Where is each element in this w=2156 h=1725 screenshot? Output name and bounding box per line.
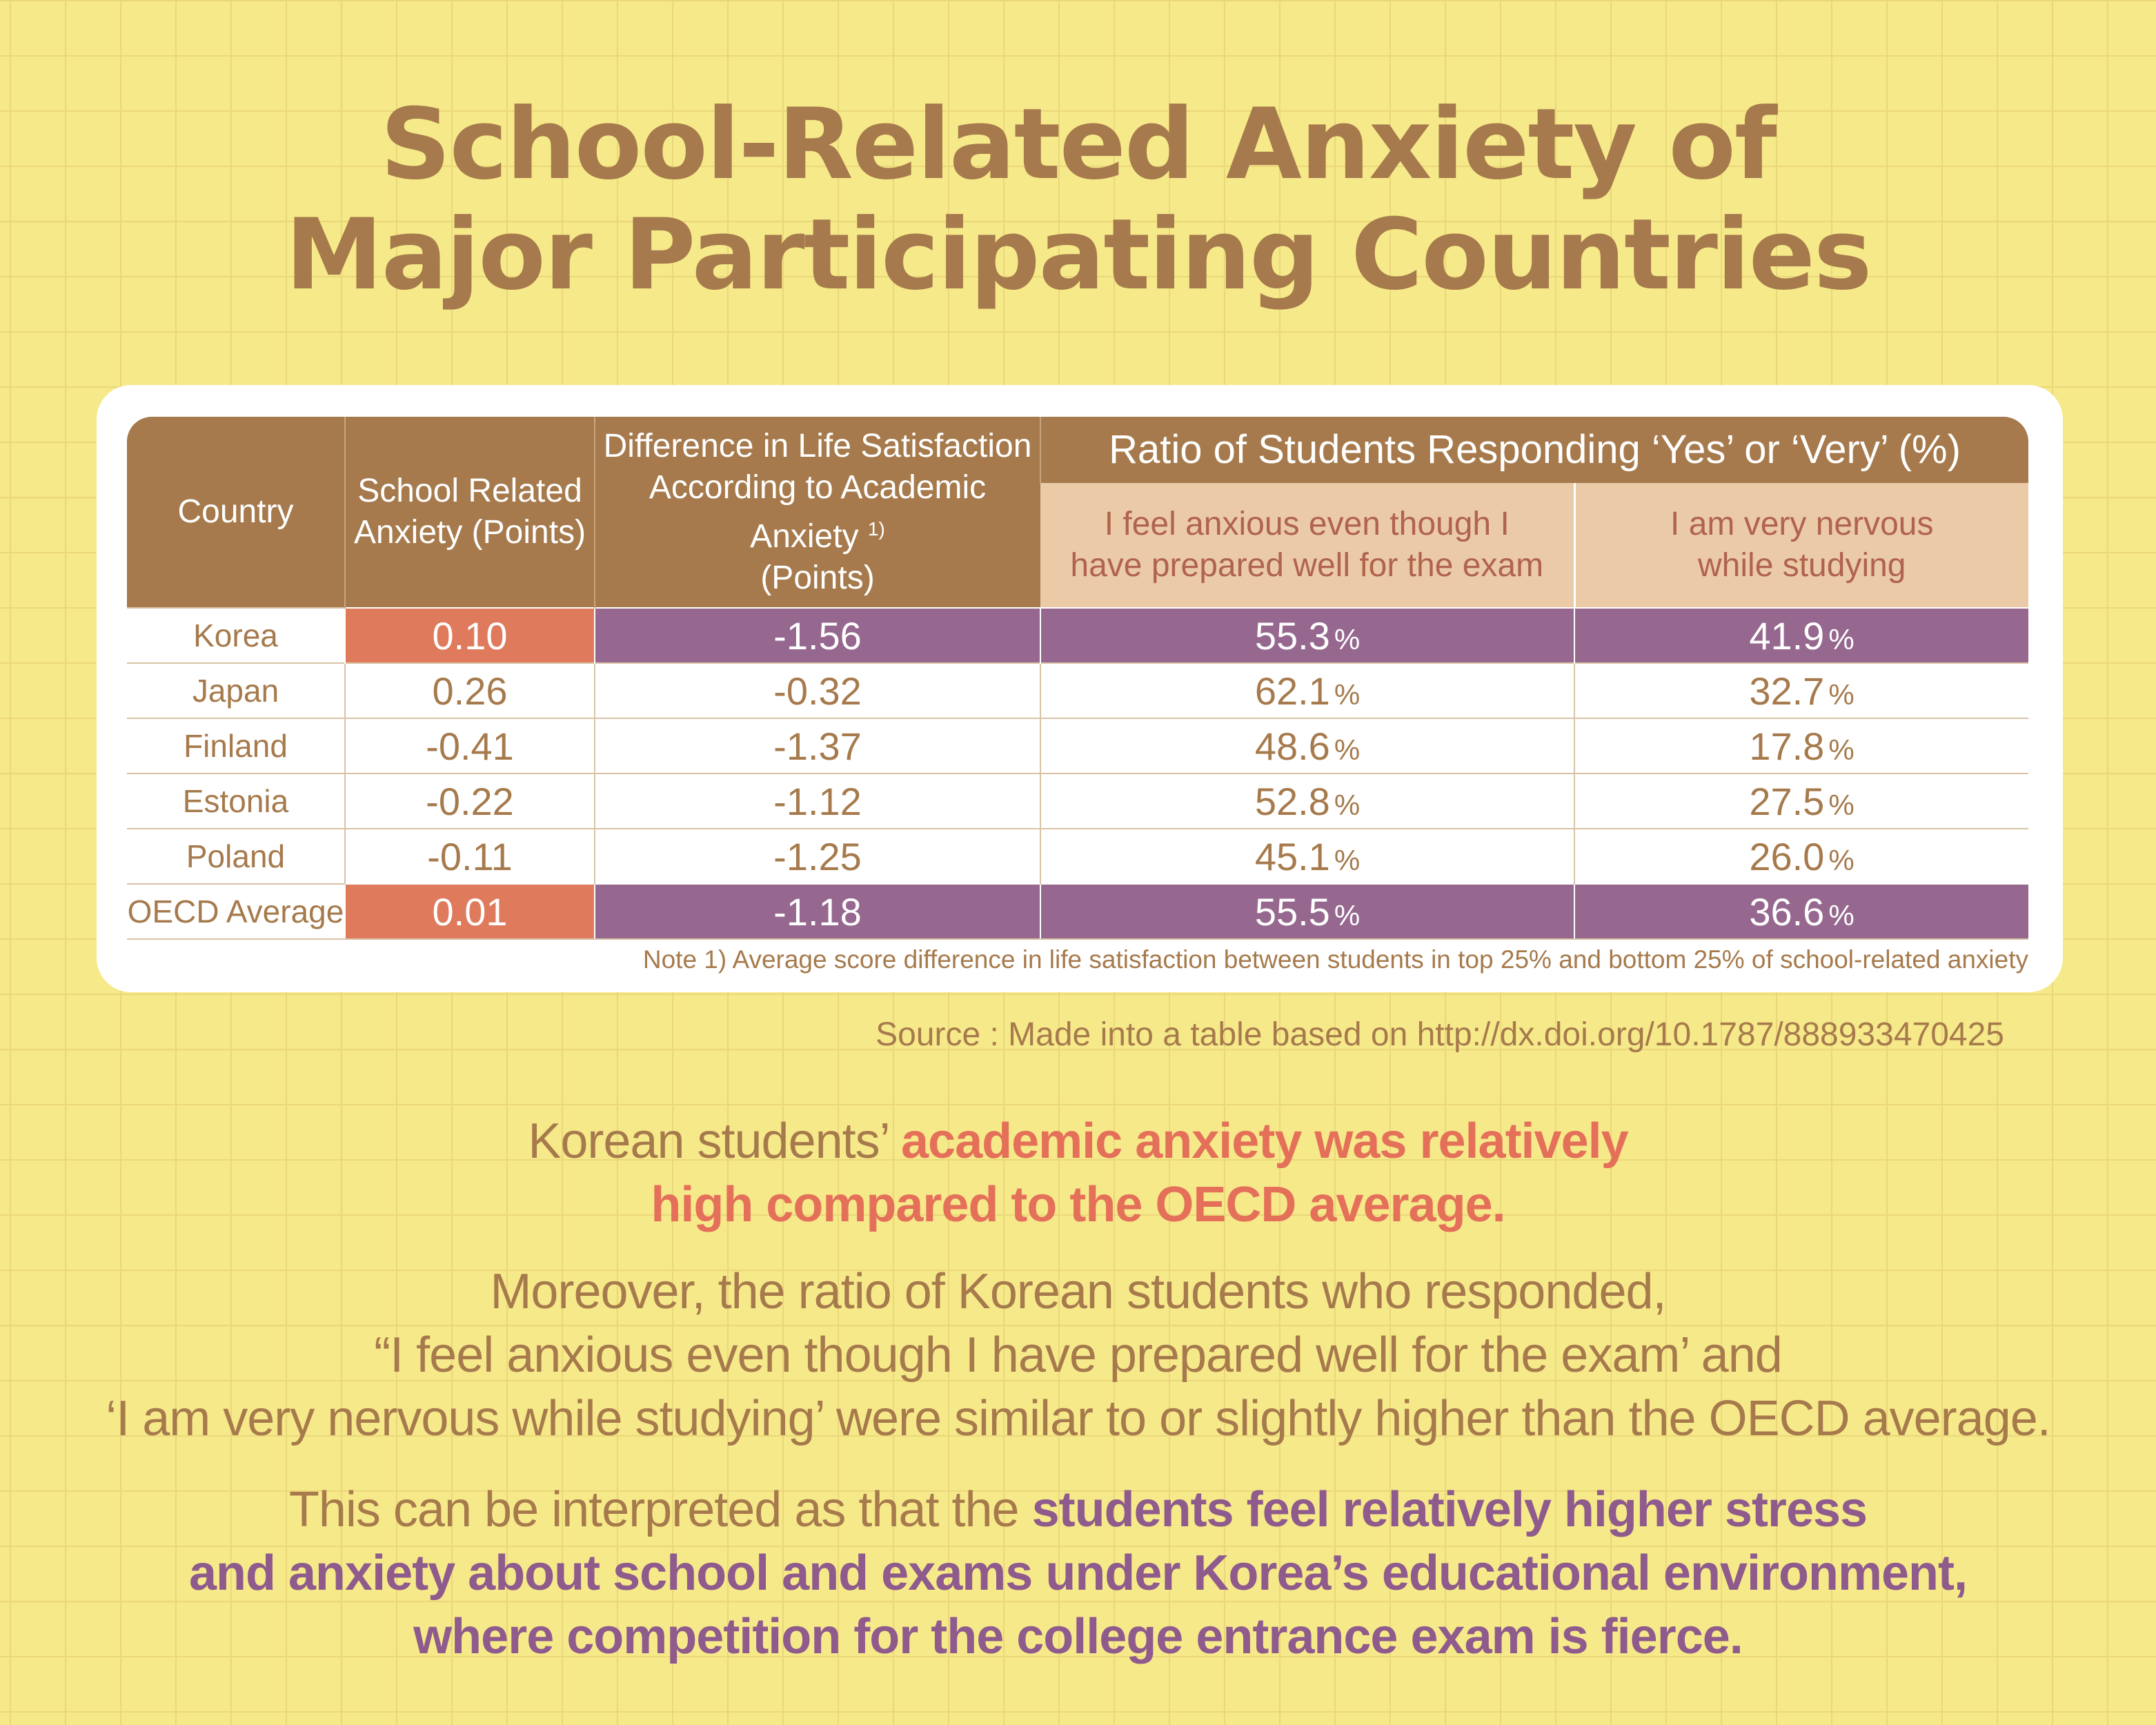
cell-anxious-value: 55.3: [1254, 613, 1330, 658]
percent-sign: %: [1828, 733, 1855, 766]
cell-anxious-value: 48.6: [1254, 724, 1330, 768]
cell-nervous: [1574, 663, 2028, 718]
cell-anxious: [1040, 773, 1574, 829]
percent-sign: %: [1828, 898, 1855, 931]
header-ratio-nervous: I am very nervous while studying: [1574, 483, 2028, 608]
table-footnote: Note 1) Average score difference in life satisfaction between students in top 25% and bottom 25% of school-related anxiety: [642, 945, 2028, 974]
cell-nervous-value: 27.5: [1749, 779, 1825, 823]
table-row: [127, 829, 2028, 884]
paragraph-interpretation-line-1: [0, 1478, 2156, 1541]
cell-anxious-value: 45.1: [1254, 834, 1330, 878]
cell-difference: -1.25: [595, 829, 1040, 884]
paragraph-interpretation-highlight-b: and anxiety about school and exams under Korea’s educational environment,: [189, 1546, 1967, 1601]
header-anxiety: School Related Anxiety (Points): [345, 417, 595, 608]
cell-anxiety: -0.11: [345, 829, 595, 884]
page-title: [0, 90, 2156, 310]
percent-sign: %: [1334, 678, 1361, 711]
percent-sign: %: [1334, 898, 1361, 931]
cell-anxious: [1040, 718, 1574, 773]
header-difference-unit: (Points): [760, 559, 875, 596]
header-difference-label: Difference in Life Satisfaction According to Academic Anxiety: [603, 427, 1032, 555]
header-country: Country: [127, 417, 345, 608]
cell-nervous: [1574, 608, 2028, 663]
table-row: [127, 663, 2028, 718]
cell-difference: -1.18: [595, 884, 1040, 939]
table-row: [127, 718, 2028, 773]
table-row: [127, 773, 2028, 829]
cell-difference: -1.37: [595, 718, 1040, 773]
cell-nervous-value: 36.6: [1749, 889, 1825, 934]
cell-country: OECD Average: [127, 884, 345, 939]
cell-country: Estonia: [127, 773, 345, 829]
cell-anxious: [1040, 829, 1574, 884]
percent-sign: %: [1828, 788, 1855, 821]
cell-nervous-value: 41.9: [1749, 613, 1825, 658]
cell-nervous-value: 26.0: [1749, 834, 1825, 878]
paragraph-detail-line-3: ‘I am very nervous while studying’ were similar to or slightly higher than the OECD average.: [106, 1391, 2050, 1446]
paragraph-summary-highlight-a: academic anxiety was relatively: [901, 1114, 1628, 1169]
cell-anxious: [1040, 663, 1574, 718]
cell-nervous: [1574, 829, 2028, 884]
title-line-1: School-Related Anxiety of: [380, 88, 1776, 201]
cell-nervous: [1574, 773, 2028, 829]
cell-nervous-value: 17.8: [1749, 724, 1825, 768]
cell-anxious-value: 55.5: [1254, 889, 1330, 934]
cell-country: Korea: [127, 608, 345, 663]
cell-anxious: [1040, 608, 1574, 663]
cell-anxious: [1040, 884, 1574, 939]
cell-difference: -1.12: [595, 773, 1040, 829]
cell-anxious-value: 62.1: [1254, 669, 1330, 713]
title-line-2: Major Participating Countries: [285, 198, 1871, 312]
cell-anxious-value: 52.8: [1254, 779, 1330, 823]
paragraph-detail-line-1: Moreover, the ratio of Korean students who responded,: [490, 1264, 1666, 1319]
percent-sign: %: [1828, 843, 1855, 876]
table-row: [127, 884, 2028, 939]
paragraph-interpretation-highlight-a: students feel relatively higher stress: [1031, 1482, 1868, 1537]
cell-anxiety: 0.01: [345, 884, 595, 939]
paragraph-summary: [0, 1110, 2156, 1236]
cell-nervous: [1574, 884, 2028, 939]
percent-sign: %: [1828, 622, 1855, 656]
percent-sign: %: [1334, 843, 1361, 876]
paragraph-interpretation-plain: This can be interpreted as that the: [288, 1482, 1032, 1537]
paragraph-summary-plain: Korean students’: [528, 1114, 901, 1169]
cell-difference: -1.56: [595, 608, 1040, 663]
paragraph-detail: [0, 1260, 2156, 1450]
cell-anxiety: -0.41: [345, 718, 595, 773]
percent-sign: %: [1334, 622, 1361, 656]
cell-country: Japan: [127, 663, 345, 718]
cell-difference: -0.32: [595, 663, 1040, 718]
header-ratio-group: Ratio of Students Responding ‘Yes’ or ‘Very’ (%): [1040, 417, 2028, 483]
paragraph-summary-line-1: [0, 1110, 2156, 1173]
percent-sign: %: [1334, 733, 1361, 766]
header-ratio-anxious: I feel anxious even though I have prepared well for the exam: [1040, 483, 1574, 608]
source-citation: Source : Made into a table based on http://dx.doi.org/10.1787/888933470425: [876, 1016, 2004, 1053]
percent-sign: %: [1828, 678, 1855, 711]
cell-country: Poland: [127, 829, 345, 884]
cell-nervous: [1574, 718, 2028, 773]
paragraph-summary-highlight-b: high compared to the OECD average.: [651, 1177, 1505, 1232]
percent-sign: %: [1334, 788, 1361, 821]
paragraph-interpretation: [0, 1478, 2156, 1668]
cell-anxiety: 0.10: [345, 608, 595, 663]
cell-anxiety: -0.22: [345, 773, 595, 829]
cell-nervous-value: 32.7: [1749, 669, 1825, 713]
header-difference-note-mark: 1): [867, 518, 885, 540]
anxiety-table: [127, 417, 2028, 940]
table-row: [127, 608, 2028, 663]
cell-anxiety: 0.26: [345, 663, 595, 718]
paragraph-detail-line-2: “I feel anxious even though I have prepared well for the exam’ and: [374, 1328, 1782, 1383]
paragraph-interpretation-highlight-c: where competition for the college entrance exam is fierce.: [413, 1609, 1743, 1664]
header-difference: [595, 417, 1040, 608]
cell-country: Finland: [127, 718, 345, 773]
